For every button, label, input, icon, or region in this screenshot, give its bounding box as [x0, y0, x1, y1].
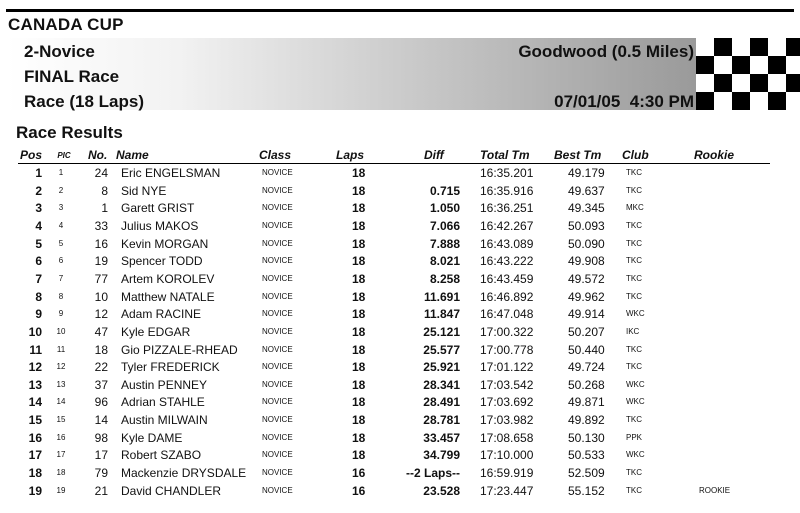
cell-laps: 18: [352, 166, 366, 180]
cell-total: 17:03.542: [480, 377, 534, 392]
cell-total: 16:43.222: [480, 254, 534, 269]
cell-laps: 18: [352, 307, 366, 322]
race-laps-label: Race (18 Laps): [24, 92, 144, 111]
cell-total: 17:00.778: [480, 342, 534, 357]
cell-laps: 18: [352, 289, 366, 304]
cell-name: Spencer TODD: [121, 254, 203, 269]
cell-pos: 2: [35, 183, 42, 198]
cell-club: TKC: [626, 415, 642, 425]
date-time-label: 07/01/05 4:30 PM: [554, 92, 694, 111]
cell-pos: 4: [35, 218, 42, 233]
cell-best: 50.130: [568, 430, 605, 445]
cell-club: TKC: [626, 291, 642, 301]
col-name: Name: [116, 148, 149, 162]
cell-laps: 16: [352, 466, 366, 481]
cell-class: NOVICE: [262, 415, 293, 425]
table-row: [0, 270, 800, 288]
cell-pos: 16: [28, 430, 42, 445]
cell-no: 77: [94, 271, 108, 286]
col-club: Club: [622, 148, 649, 162]
cell-class: NOVICE: [262, 379, 293, 389]
cell-club: MKC: [626, 203, 644, 213]
cell-best: 49.908: [568, 254, 605, 269]
cell-name: David CHANDLER: [121, 483, 222, 498]
cell-class: NOVICE: [262, 468, 293, 478]
table-row: [0, 482, 800, 500]
cell-no: 12: [94, 307, 108, 322]
cell-pic: 3: [58, 203, 64, 213]
cell-name: Adrian STAHLE: [121, 395, 205, 410]
cell-laps: 18: [352, 201, 366, 216]
cell-laps: 16: [352, 483, 366, 498]
cell-total: 17:00.322: [480, 324, 534, 339]
cell-best: 49.871: [568, 395, 605, 410]
cell-total: 17:10.000: [480, 448, 534, 463]
table-row: [0, 305, 800, 323]
cell-pic: 10: [56, 326, 66, 336]
cell-club: TKC: [626, 256, 642, 266]
cell-club: IKC: [626, 326, 640, 336]
table-row: [0, 341, 800, 359]
cell-laps: 18: [352, 324, 366, 339]
cell-diff: 8.258: [429, 271, 460, 286]
cell-no: 16: [94, 236, 108, 251]
cell-laps: 18: [352, 430, 366, 445]
section-title: Race Results: [16, 123, 123, 142]
cell-laps: 18: [352, 448, 366, 463]
cell-no: 98: [94, 430, 108, 445]
cell-name: Kyle DAME: [121, 430, 183, 445]
cell-diff: 0.715: [429, 183, 460, 198]
cell-pos: 13: [28, 377, 42, 392]
col-pos: Pos: [20, 148, 43, 162]
cell-club: TKC: [626, 220, 642, 230]
division-label: 2-Novice: [24, 42, 95, 61]
table-row: [0, 323, 800, 341]
cell-total: 16:47.048: [480, 307, 534, 322]
cell-pos: 3: [35, 201, 42, 216]
cell-pic: 18: [56, 468, 66, 478]
col-diff: Diff: [424, 148, 444, 162]
table-row: [0, 199, 800, 217]
cell-pic: 1: [58, 168, 64, 177]
checkered-flag-icon: [696, 38, 800, 110]
cell-laps: 18: [352, 377, 366, 392]
cell-club: WKC: [626, 309, 645, 319]
table-row: [0, 217, 800, 235]
cell-name: Tyler FREDERICK: [121, 360, 220, 375]
cell-laps: 18: [352, 413, 366, 428]
cell-name: Gio PIZZALE-RHEAD: [121, 342, 238, 357]
cell-club: TKC: [626, 485, 642, 495]
cell-name: Kyle EDGAR: [121, 324, 191, 339]
cell-best: 50.093: [568, 218, 605, 233]
cell-pic: 11: [56, 344, 66, 354]
cell-total: 17:08.658: [480, 430, 534, 445]
cell-pic: 9: [58, 309, 64, 319]
cell-class: NOVICE: [262, 485, 293, 495]
cell-club: TKC: [626, 238, 642, 248]
cell-best: 49.962: [568, 289, 605, 304]
cell-total: 16:35.201: [480, 166, 534, 180]
table-row: [0, 376, 800, 394]
cell-total: 17:01.122: [480, 360, 534, 375]
cell-name: Julius MAKOS: [121, 218, 199, 233]
cell-laps: 18: [352, 395, 366, 410]
cell-class: NOVICE: [262, 185, 293, 195]
cell-diff: 25.577: [423, 342, 460, 357]
cell-class: NOVICE: [262, 256, 293, 266]
cell-name: Sid NYE: [121, 183, 167, 198]
cell-pos: 11: [29, 342, 42, 357]
cell-club: WKC: [626, 397, 645, 407]
cell-total: 16:43.459: [480, 271, 534, 286]
cell-pos: 18: [28, 466, 42, 481]
cell-total: 16:43.089: [480, 236, 534, 251]
cell-pic: 7: [58, 273, 64, 283]
cell-diff: 1.050: [429, 201, 460, 216]
cell-diff: 28.491: [423, 395, 460, 410]
cell-best: 50.090: [568, 236, 605, 251]
cell-total: 16:42.267: [480, 218, 534, 233]
cell-rookie: ROOKIE: [699, 485, 731, 495]
table-row: [0, 164, 800, 182]
table-row: [0, 235, 800, 253]
cell-pos: 12: [28, 360, 42, 375]
cell-best: 50.440: [568, 342, 605, 357]
cell-pos: 9: [35, 307, 42, 322]
cell-diff: 8.021: [429, 254, 460, 269]
cell-no: 19: [94, 254, 108, 269]
cell-name: Matthew NATALE: [121, 289, 215, 304]
cell-best: 50.268: [568, 377, 605, 392]
cell-no: 10: [94, 289, 108, 304]
cell-diff: 28.341: [423, 377, 460, 392]
cell-no: 37: [94, 377, 108, 392]
cell-class: NOVICE: [262, 309, 293, 319]
cell-pos: 15: [28, 413, 42, 428]
table-row: [0, 252, 800, 270]
cell-best: 49.572: [568, 271, 605, 286]
cell-total: 17:03.692: [480, 395, 534, 410]
col-best: Best Tm: [554, 148, 602, 162]
cell-class: NOVICE: [262, 220, 293, 230]
cell-best: 49.892: [568, 413, 605, 428]
cell-club: WKC: [626, 379, 645, 389]
cell-class: NOVICE: [262, 168, 293, 177]
cell-pic: 19: [56, 485, 66, 495]
cell-club: TKC: [626, 185, 642, 195]
cell-class: NOVICE: [262, 273, 293, 283]
cell-class: NOVICE: [262, 432, 293, 442]
cell-laps: 18: [352, 236, 366, 251]
cell-class: NOVICE: [262, 203, 293, 213]
cell-laps: 18: [352, 218, 366, 233]
cell-no: 24: [94, 166, 108, 180]
cell-no: 14: [94, 413, 108, 428]
cell-club: TKC: [626, 362, 642, 372]
cell-diff: 7.066: [429, 218, 460, 233]
cell-no: 79: [94, 466, 108, 481]
cell-class: NOVICE: [262, 344, 293, 354]
cell-no: 18: [94, 342, 108, 357]
cell-diff: 25.921: [423, 360, 460, 375]
cell-best: 52.509: [568, 466, 605, 481]
cell-club: TKC: [626, 468, 642, 478]
col-total: Total Tm: [480, 148, 530, 162]
cell-pos: 14: [28, 395, 42, 410]
cell-pos: 5: [35, 236, 42, 251]
cell-laps: 18: [352, 183, 366, 198]
cell-best: 49.179: [568, 166, 605, 180]
cell-total: 16:35.916: [480, 183, 534, 198]
cell-laps: 18: [352, 360, 366, 375]
cell-best: 49.345: [568, 201, 605, 216]
cell-pic: 12: [56, 362, 66, 372]
cell-best: 50.533: [568, 448, 605, 463]
cell-laps: 18: [352, 254, 366, 269]
event-title: CANADA CUP: [8, 15, 124, 34]
cell-no: 1: [101, 201, 108, 216]
cell-name: Garett GRIST: [121, 201, 195, 216]
cell-no: 22: [94, 360, 108, 375]
race-type-label: FINAL Race: [24, 67, 120, 86]
cell-club: TKC: [626, 168, 642, 177]
cell-pos: 7: [35, 271, 42, 286]
cell-diff: 11.691: [423, 289, 460, 304]
table-row: [0, 464, 800, 482]
cell-diff: 7.888: [429, 236, 460, 251]
cell-class: NOVICE: [262, 326, 293, 336]
cell-pic: 4: [58, 220, 64, 230]
table-row: [0, 411, 800, 429]
top-rule: [6, 9, 794, 12]
cell-class: NOVICE: [262, 397, 293, 407]
cell-diff: 33.457: [423, 430, 460, 445]
cell-club: TKC: [626, 344, 642, 354]
cell-name: Austin MILWAIN: [121, 413, 208, 428]
cell-name: Adam RACINE: [121, 307, 202, 322]
cell-total: 16:36.251: [480, 201, 534, 216]
cell-pos: 8: [35, 289, 42, 304]
cell-best: 49.637: [568, 183, 605, 198]
cell-best: 50.207: [568, 324, 605, 339]
cell-pic: 17: [56, 450, 66, 460]
table-row: [0, 429, 800, 447]
cell-best: 49.914: [568, 307, 605, 322]
cell-pos: 19: [28, 483, 42, 498]
col-no: No.: [88, 148, 108, 162]
cell-club: PPK: [626, 432, 643, 442]
cell-name: Mackenzie DRYSDALE: [121, 466, 247, 481]
cell-pos: 10: [28, 324, 42, 339]
cell-total: 16:46.892: [480, 289, 534, 304]
cell-pic: 16: [56, 432, 66, 442]
cell-pic: 8: [58, 291, 64, 301]
cell-diff: --2 Laps--: [406, 466, 460, 481]
col-class: Class: [259, 148, 292, 162]
cell-name: Robert SZABO: [121, 448, 202, 463]
cell-name: Austin PENNEY: [121, 377, 208, 392]
cell-pos: 1: [35, 166, 42, 180]
cell-name: Kevin MORGAN: [121, 236, 209, 251]
cell-no: 21: [94, 483, 108, 498]
race-banner: [6, 38, 696, 110]
cell-pic: 15: [56, 415, 66, 425]
cell-best: 49.724: [568, 360, 605, 375]
cell-total: 16:59.919: [480, 466, 534, 481]
cell-pic: 13: [56, 379, 66, 389]
cell-total: 17:03.982: [480, 413, 534, 428]
table-row: [0, 288, 800, 306]
cell-club: WKC: [626, 450, 645, 460]
cell-laps: 18: [352, 342, 366, 357]
cell-no: 96: [94, 395, 108, 410]
cell-pos: 6: [35, 254, 42, 269]
col-laps: Laps: [336, 148, 365, 162]
cell-class: NOVICE: [262, 450, 293, 460]
cell-pos: 17: [28, 448, 42, 463]
table-row: [0, 182, 800, 200]
table-row: [0, 446, 800, 464]
table-row: [0, 393, 800, 411]
cell-diff: 34.799: [423, 448, 460, 463]
cell-no: 33: [94, 218, 108, 233]
cell-pic: 14: [56, 397, 66, 407]
cell-class: NOVICE: [262, 238, 293, 248]
cell-name: Eric ENGELSMAN: [121, 166, 221, 180]
cell-total: 17:23.447: [480, 483, 534, 498]
cell-no: 47: [94, 324, 108, 339]
col-rookie: Rookie: [694, 148, 735, 162]
table-row: [0, 358, 800, 376]
cell-diff: 23.528: [423, 483, 460, 498]
cell-pic: 6: [58, 256, 64, 266]
cell-class: NOVICE: [262, 291, 293, 301]
cell-laps: 18: [352, 271, 366, 286]
col-pic: PIC: [57, 151, 71, 160]
cell-name: Artem KOROLEV: [121, 271, 215, 286]
cell-diff: 28.781: [423, 413, 460, 428]
track-label: Goodwood (0.5 Miles): [518, 42, 694, 61]
cell-no: 17: [94, 448, 108, 463]
cell-pic: 2: [58, 185, 64, 195]
cell-club: TKC: [626, 273, 642, 283]
cell-no: 8: [101, 183, 108, 198]
cell-diff: 11.847: [423, 307, 460, 322]
cell-class: NOVICE: [262, 362, 293, 372]
cell-best: 55.152: [568, 483, 605, 498]
cell-diff: 25.121: [423, 324, 460, 339]
cell-pic: 5: [58, 238, 64, 248]
